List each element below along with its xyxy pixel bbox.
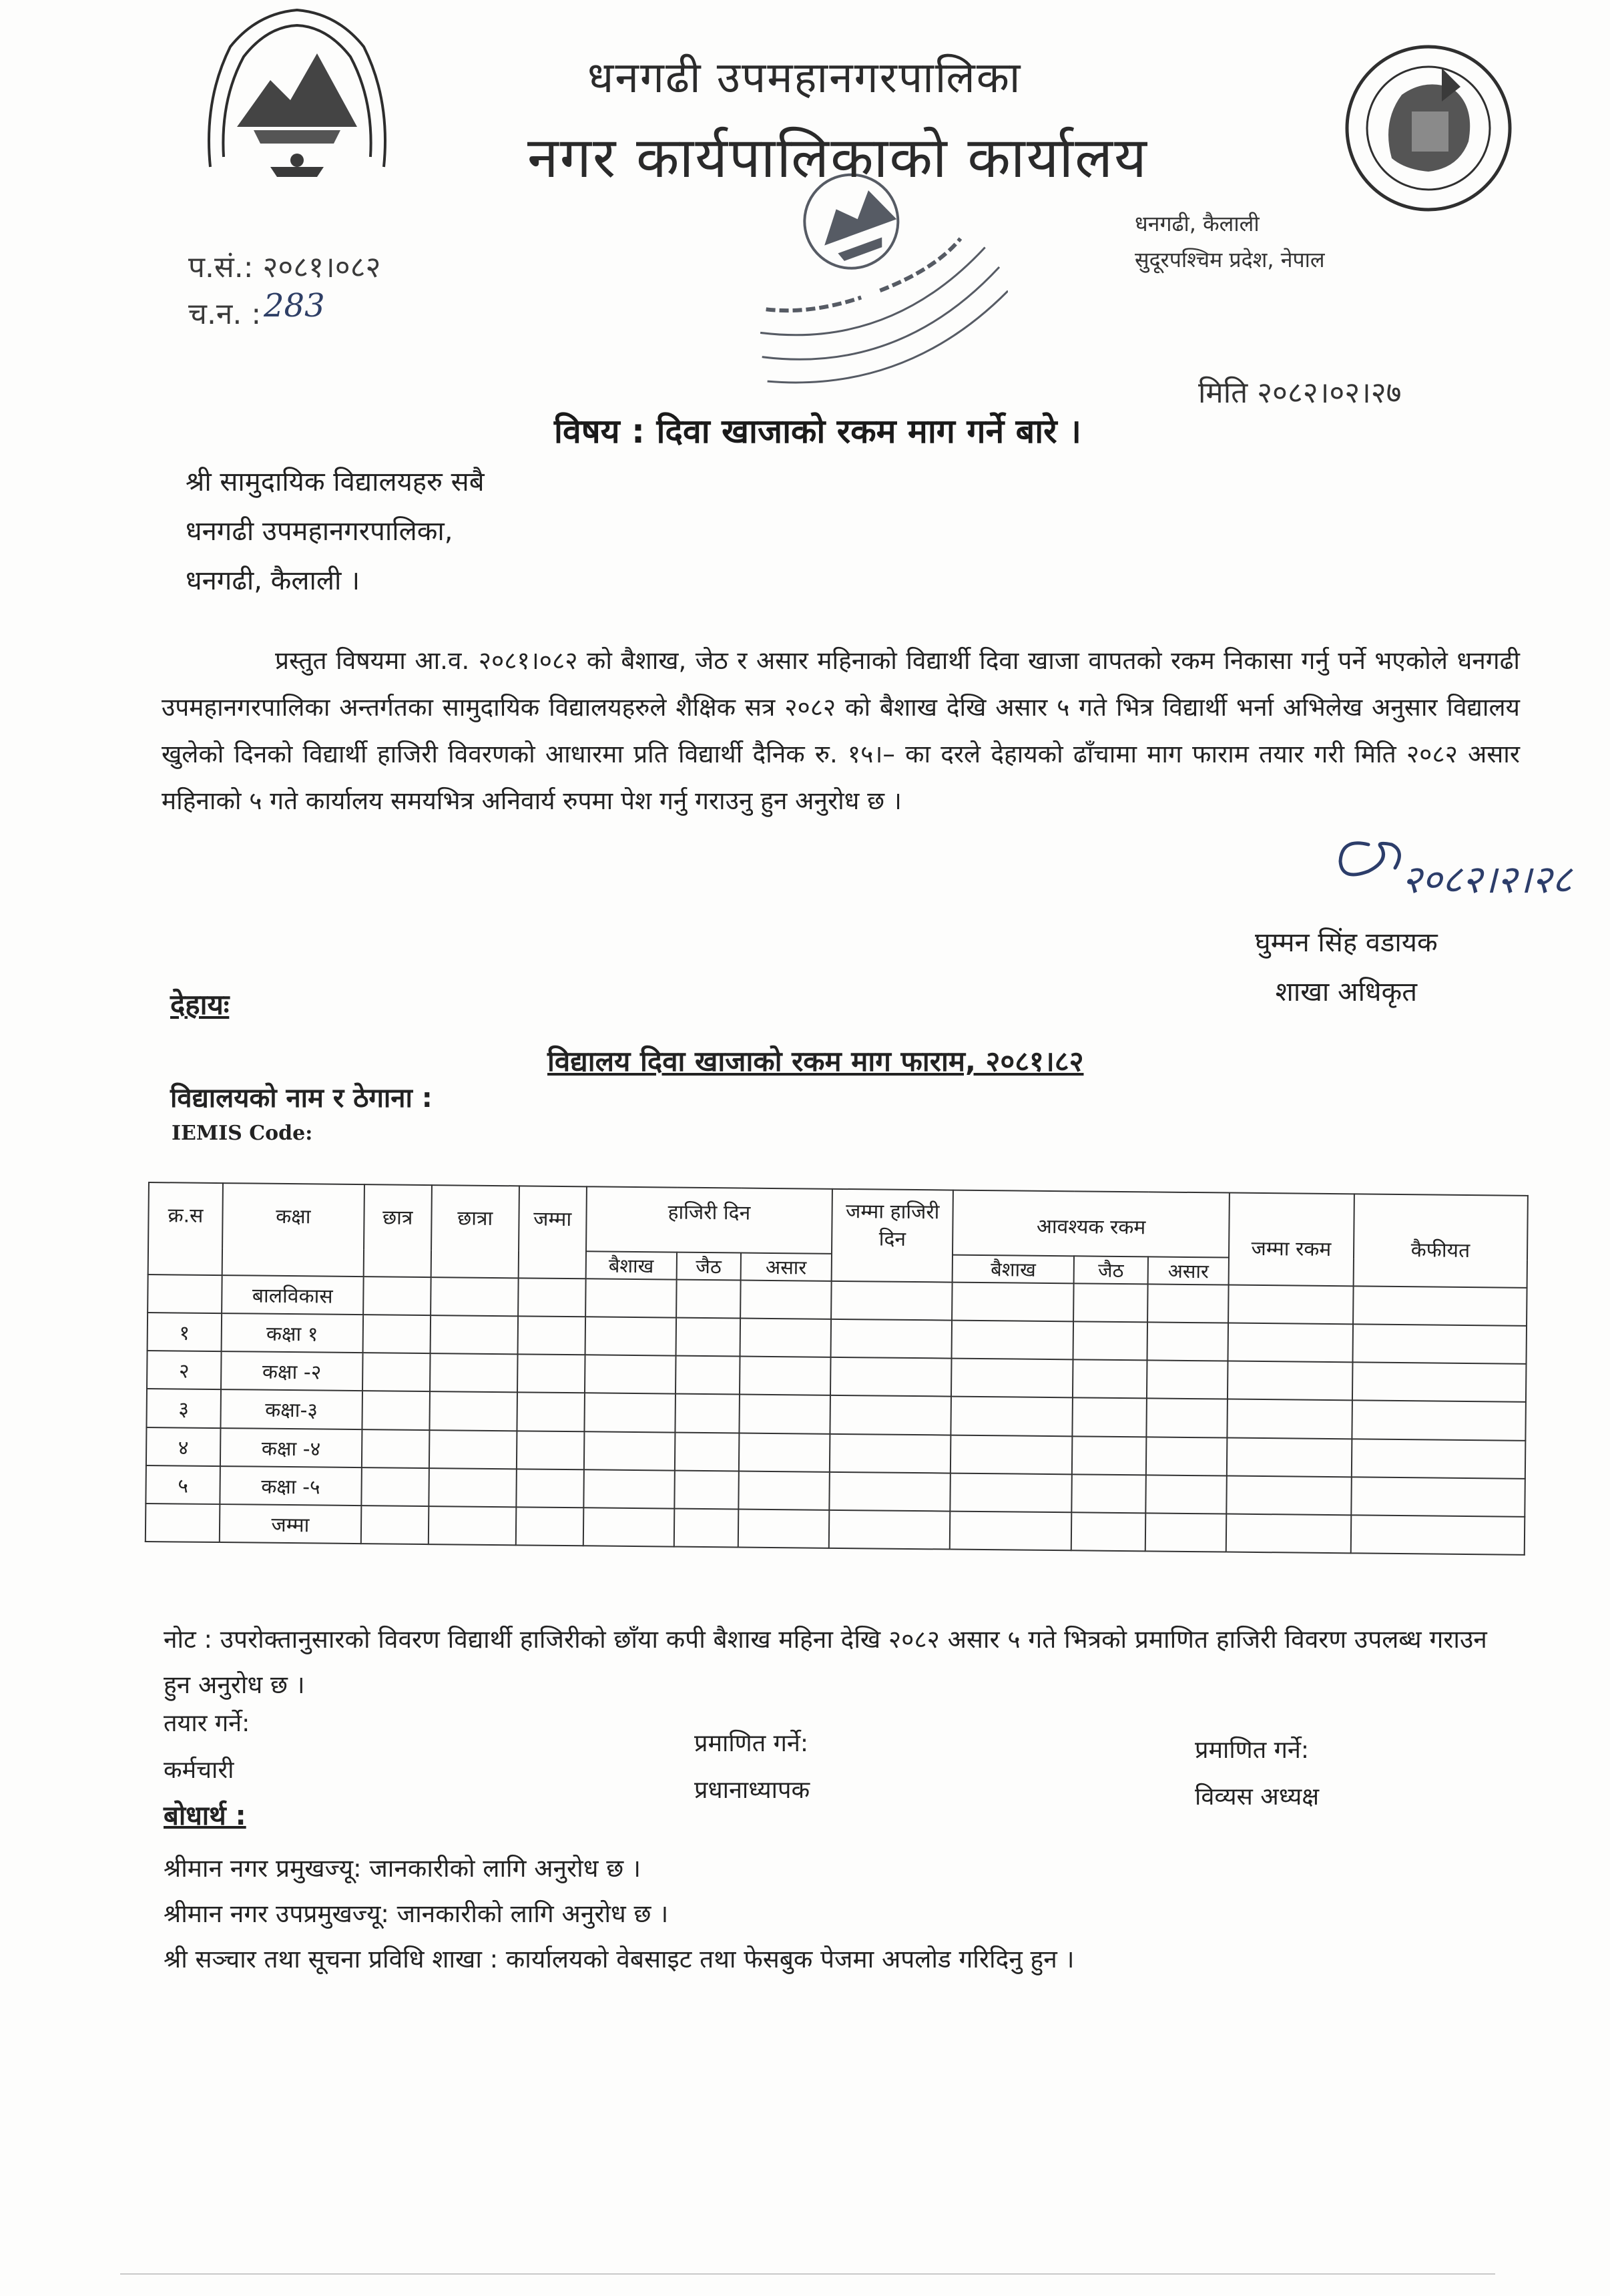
cell-empty (361, 1467, 429, 1506)
cell-empty (1228, 1361, 1352, 1401)
certified-by-2-role: विव्यस अध्यक्ष (1195, 1783, 1320, 1811)
cell-sn (148, 1275, 222, 1313)
cell-empty (362, 1353, 430, 1391)
cell-empty (1227, 1399, 1352, 1439)
cell-empty (1147, 1284, 1229, 1323)
cell-empty (952, 1283, 1073, 1322)
header-month: जैठ (676, 1252, 740, 1281)
cell-class: जम्मा (220, 1504, 361, 1544)
dispatch-number-label: च.न. : (188, 297, 262, 331)
signatory-block (1255, 918, 1438, 1017)
school-name-label: विद्यालयको नाम र ठेगाना : (170, 1083, 433, 1114)
cell-empty (1351, 1477, 1525, 1517)
header-sn: क्र.स (148, 1182, 223, 1275)
prepared-by-label: तयार गर्ने: (164, 1710, 250, 1737)
header-month: बैशाख (953, 1255, 1074, 1284)
header-boys: छात्र (363, 1184, 431, 1277)
cell-empty (1226, 1475, 1351, 1515)
cell-empty (1228, 1285, 1353, 1325)
header-class: कक्षा (222, 1183, 364, 1277)
cell-empty (1146, 1399, 1228, 1437)
address-line: धनगढी, कैलाली (1135, 211, 1260, 236)
header-month: बैशाख (585, 1251, 677, 1279)
cell-class: कक्षा -५ (220, 1466, 361, 1506)
cell-empty (1071, 1512, 1145, 1551)
cell-sn: ५ (146, 1465, 220, 1504)
cell-empty (584, 1393, 676, 1432)
table-header-row (148, 1182, 1528, 1260)
cell-class: कक्षा -४ (220, 1428, 362, 1467)
letter-body: प्रस्तुत विषयमा आ.व. २०८१।०८२ को बैशाख, जेठ र असार महिनाको विद्यार्थी दिवा खाजा वापतको रकम निकासा गर्नु पर्ने भएकोले धनगढी उपमहानगरपालिका अन्तर्गतका सामुदायिक विद्यालयहरुले शैक्षिक सत्र २०८२ को बैशाख देखि असार ५ गते भित्र विद्यार्थी भर्ना अभिलेख अनुसार विद्यालय खुलेको दिनको विद्यार्थी हाजिरी विवरणको आधारमा प्रति विद्यार्थी दैनिक रु. १५।– का दरले देहायको ढाँचामा माग फाराम तयार गरी मिति २०८२ असार महिनाको ५ गते कार्यालय समयभित्र अनिवार्य रुपमा पेश गर्नु गराउनु हुन अनुरोध छ । (162, 646, 1520, 815)
cell-empty (951, 1473, 1072, 1512)
cell-empty (1147, 1323, 1228, 1361)
letter-date: मिति २०८२।०२।२७ (1198, 376, 1402, 410)
cell-empty (675, 1432, 739, 1471)
addressee-line: धनगढी, कैलाली । (186, 565, 360, 596)
cell-empty (583, 1469, 675, 1508)
cell-empty (516, 1469, 583, 1508)
cell-sn: २ (147, 1351, 221, 1389)
office-stamp-icon (721, 167, 1008, 387)
cell-empty (1352, 1324, 1527, 1364)
cell-class: कक्षा -२ (221, 1351, 362, 1391)
addressee-line: श्री सामुदायिक विद्यालयहरु सबै (186, 467, 485, 497)
cell-empty (1073, 1283, 1147, 1322)
cell-sn (146, 1504, 220, 1542)
cell-empty (951, 1435, 1072, 1474)
nepal-emblem-icon (190, 0, 404, 180)
addressee-block (186, 457, 485, 606)
cell-empty (1351, 1439, 1525, 1479)
header-office: नगर कार्यपालिकाको कार्यालय (527, 125, 1148, 190)
address-line: सुदूरपश्चिम प्रदेश, नेपाल (1135, 247, 1325, 272)
cell-empty (830, 1433, 951, 1473)
cell-empty (829, 1472, 951, 1512)
prepared-by-role: कर्मचारी (164, 1757, 234, 1784)
cell-empty (585, 1355, 676, 1394)
header-attendance-days: हाजिरी दिन (586, 1186, 832, 1254)
cell-empty (1350, 1515, 1525, 1555)
letter-subject: विषय : दिवा खाजाको रकम माग गर्ने बारे । (554, 412, 1081, 451)
cell-empty (1228, 1323, 1353, 1363)
cell-empty (1073, 1360, 1147, 1399)
header-total-amount: जम्मा रकम (1229, 1193, 1354, 1287)
scan-edge-line (120, 2273, 1495, 2275)
certified-by-label: प्रमाणित गर्ने: (694, 1730, 809, 1757)
cell-empty (1072, 1436, 1146, 1475)
cell-empty (431, 1277, 519, 1316)
cell-empty (584, 1431, 676, 1470)
cell-empty (430, 1315, 518, 1354)
header-required-amount: आवश्यक रकम (953, 1190, 1229, 1258)
cell-empty (1145, 1513, 1227, 1552)
cc-heading: बोधार्थ : (164, 1801, 246, 1831)
cell-empty (517, 1431, 584, 1469)
cell-empty (951, 1359, 1073, 1398)
cell-empty (1226, 1514, 1351, 1553)
cell-empty (674, 1470, 738, 1509)
municipality-seal-icon (1342, 41, 1515, 215)
header-girls: छात्रा (431, 1185, 519, 1278)
cell-empty (952, 1321, 1073, 1360)
cell-class: बालविकास (222, 1275, 363, 1315)
annex-heading: देहायः (170, 988, 230, 1021)
header-month: असार (1148, 1256, 1229, 1285)
cell-sn: ४ (146, 1427, 220, 1466)
cc-item: श्रीमान नगर उपप्रमुखज्यू: जानकारीको लागि अनुरोध छ । (164, 1899, 669, 1928)
cell-empty (517, 1316, 585, 1355)
cell-empty (676, 1356, 740, 1395)
cell-empty (516, 1507, 583, 1546)
certified-by-2-label: प्रमाणित गर्ने: (1195, 1737, 1310, 1764)
cell-empty (831, 1281, 953, 1321)
cell-empty (1352, 1363, 1527, 1403)
cell-empty (362, 1391, 429, 1430)
header-total: जम्मा (518, 1186, 586, 1279)
cell-empty (674, 1508, 738, 1547)
cell-empty (1352, 1401, 1526, 1441)
form-title: विद्यालय दिवा खाजाको रकम माग फाराम, २०८१।८२ (547, 1045, 1084, 1078)
cell-empty (362, 1315, 430, 1353)
cell-empty (829, 1510, 951, 1550)
cell-empty (1146, 1437, 1228, 1475)
signatory-name: घुम्मन सिंह वडायक (1255, 927, 1438, 958)
cell-empty (739, 1395, 830, 1433)
note-text: नोट : उपरोक्तानुसारको विवरण विद्यार्थी हाजिरीको छाँया कपी बैशाख महिना देखि २०८२ असार ५ गते भित्रको प्रमाणित हाजिरी विवरण उपलब्ध गराउन हुन अनुरोध छ । (164, 1625, 1487, 1699)
cell-empty (362, 1429, 429, 1468)
cell-empty (739, 1433, 830, 1471)
cell-empty (950, 1511, 1071, 1550)
certified-by-role: प्रधानाध्यापक (694, 1777, 810, 1804)
header-month: जैठ (1074, 1256, 1148, 1284)
cell-empty (430, 1353, 518, 1392)
signatory-title: शाखा अधिकृत (1275, 977, 1418, 1007)
cell-empty (676, 1318, 740, 1357)
cell-empty (517, 1393, 584, 1431)
cell-empty (830, 1395, 951, 1435)
cell-sn: ३ (146, 1389, 220, 1427)
cell-class: कक्षा १ (222, 1313, 363, 1353)
cell-empty (1227, 1437, 1352, 1477)
cell-empty (429, 1430, 517, 1469)
cell-empty (740, 1281, 832, 1319)
cell-empty (518, 1278, 585, 1317)
cell-empty (675, 1394, 739, 1433)
addressee-line: धनगढी उपमहानगरपालिका, (186, 516, 453, 547)
header-municipality: धनगढी उपमहानगरपालिका (587, 53, 1022, 103)
header-total-attendance-days: जम्मा हाजिरी दिन (831, 1189, 953, 1283)
cell-empty (740, 1319, 831, 1357)
cell-empty (1071, 1474, 1145, 1513)
cell-empty (585, 1317, 676, 1355)
cell-sn: १ (148, 1313, 222, 1351)
cc-list (164, 1846, 1075, 1982)
cell-empty (676, 1280, 740, 1319)
cell-empty (738, 1471, 830, 1510)
cell-empty (429, 1468, 517, 1507)
cell-empty (1353, 1286, 1527, 1326)
cell-empty (830, 1357, 952, 1397)
cell-class: कक्षा-३ (220, 1389, 362, 1429)
cell-empty (517, 1355, 585, 1393)
cell-empty (585, 1279, 677, 1317)
cc-item: श्रीमान नगर प्रमुखज्यू: जानकारीको लागि अनुरोध छ । (164, 1854, 641, 1883)
header-address (1135, 206, 1325, 278)
cc-item: श्री सञ्चार तथा सूचना प्रविधि शाखा : कार्यालयको वेबसाइट तथा फेसबुक पेजमा अपलोड गरिदिनु हुन । (164, 1945, 1075, 1974)
cell-empty (951, 1397, 1073, 1436)
iemis-code-label: IEMIS Code: (172, 1122, 313, 1145)
cell-empty (1147, 1361, 1228, 1399)
header-month: असार (740, 1253, 832, 1281)
cell-empty (1145, 1475, 1227, 1514)
cell-empty (1072, 1398, 1146, 1437)
reference-number: प.सं.: २०८१।०८२ (188, 250, 381, 284)
cell-empty (363, 1277, 431, 1315)
dispatch-number-handwritten: 283 (264, 287, 325, 324)
cell-empty (740, 1357, 831, 1395)
cell-empty (428, 1506, 516, 1545)
header-remarks: कैफीयत (1353, 1194, 1528, 1287)
cell-empty (738, 1509, 829, 1548)
cell-empty (361, 1506, 429, 1544)
demand-form-table (145, 1182, 1529, 1556)
cell-empty (429, 1391, 517, 1430)
signature-date-handwritten: २०८२।२।२८ (1402, 857, 1573, 902)
cell-empty (830, 1319, 952, 1359)
cell-empty (583, 1508, 674, 1546)
cell-empty (1073, 1321, 1147, 1360)
